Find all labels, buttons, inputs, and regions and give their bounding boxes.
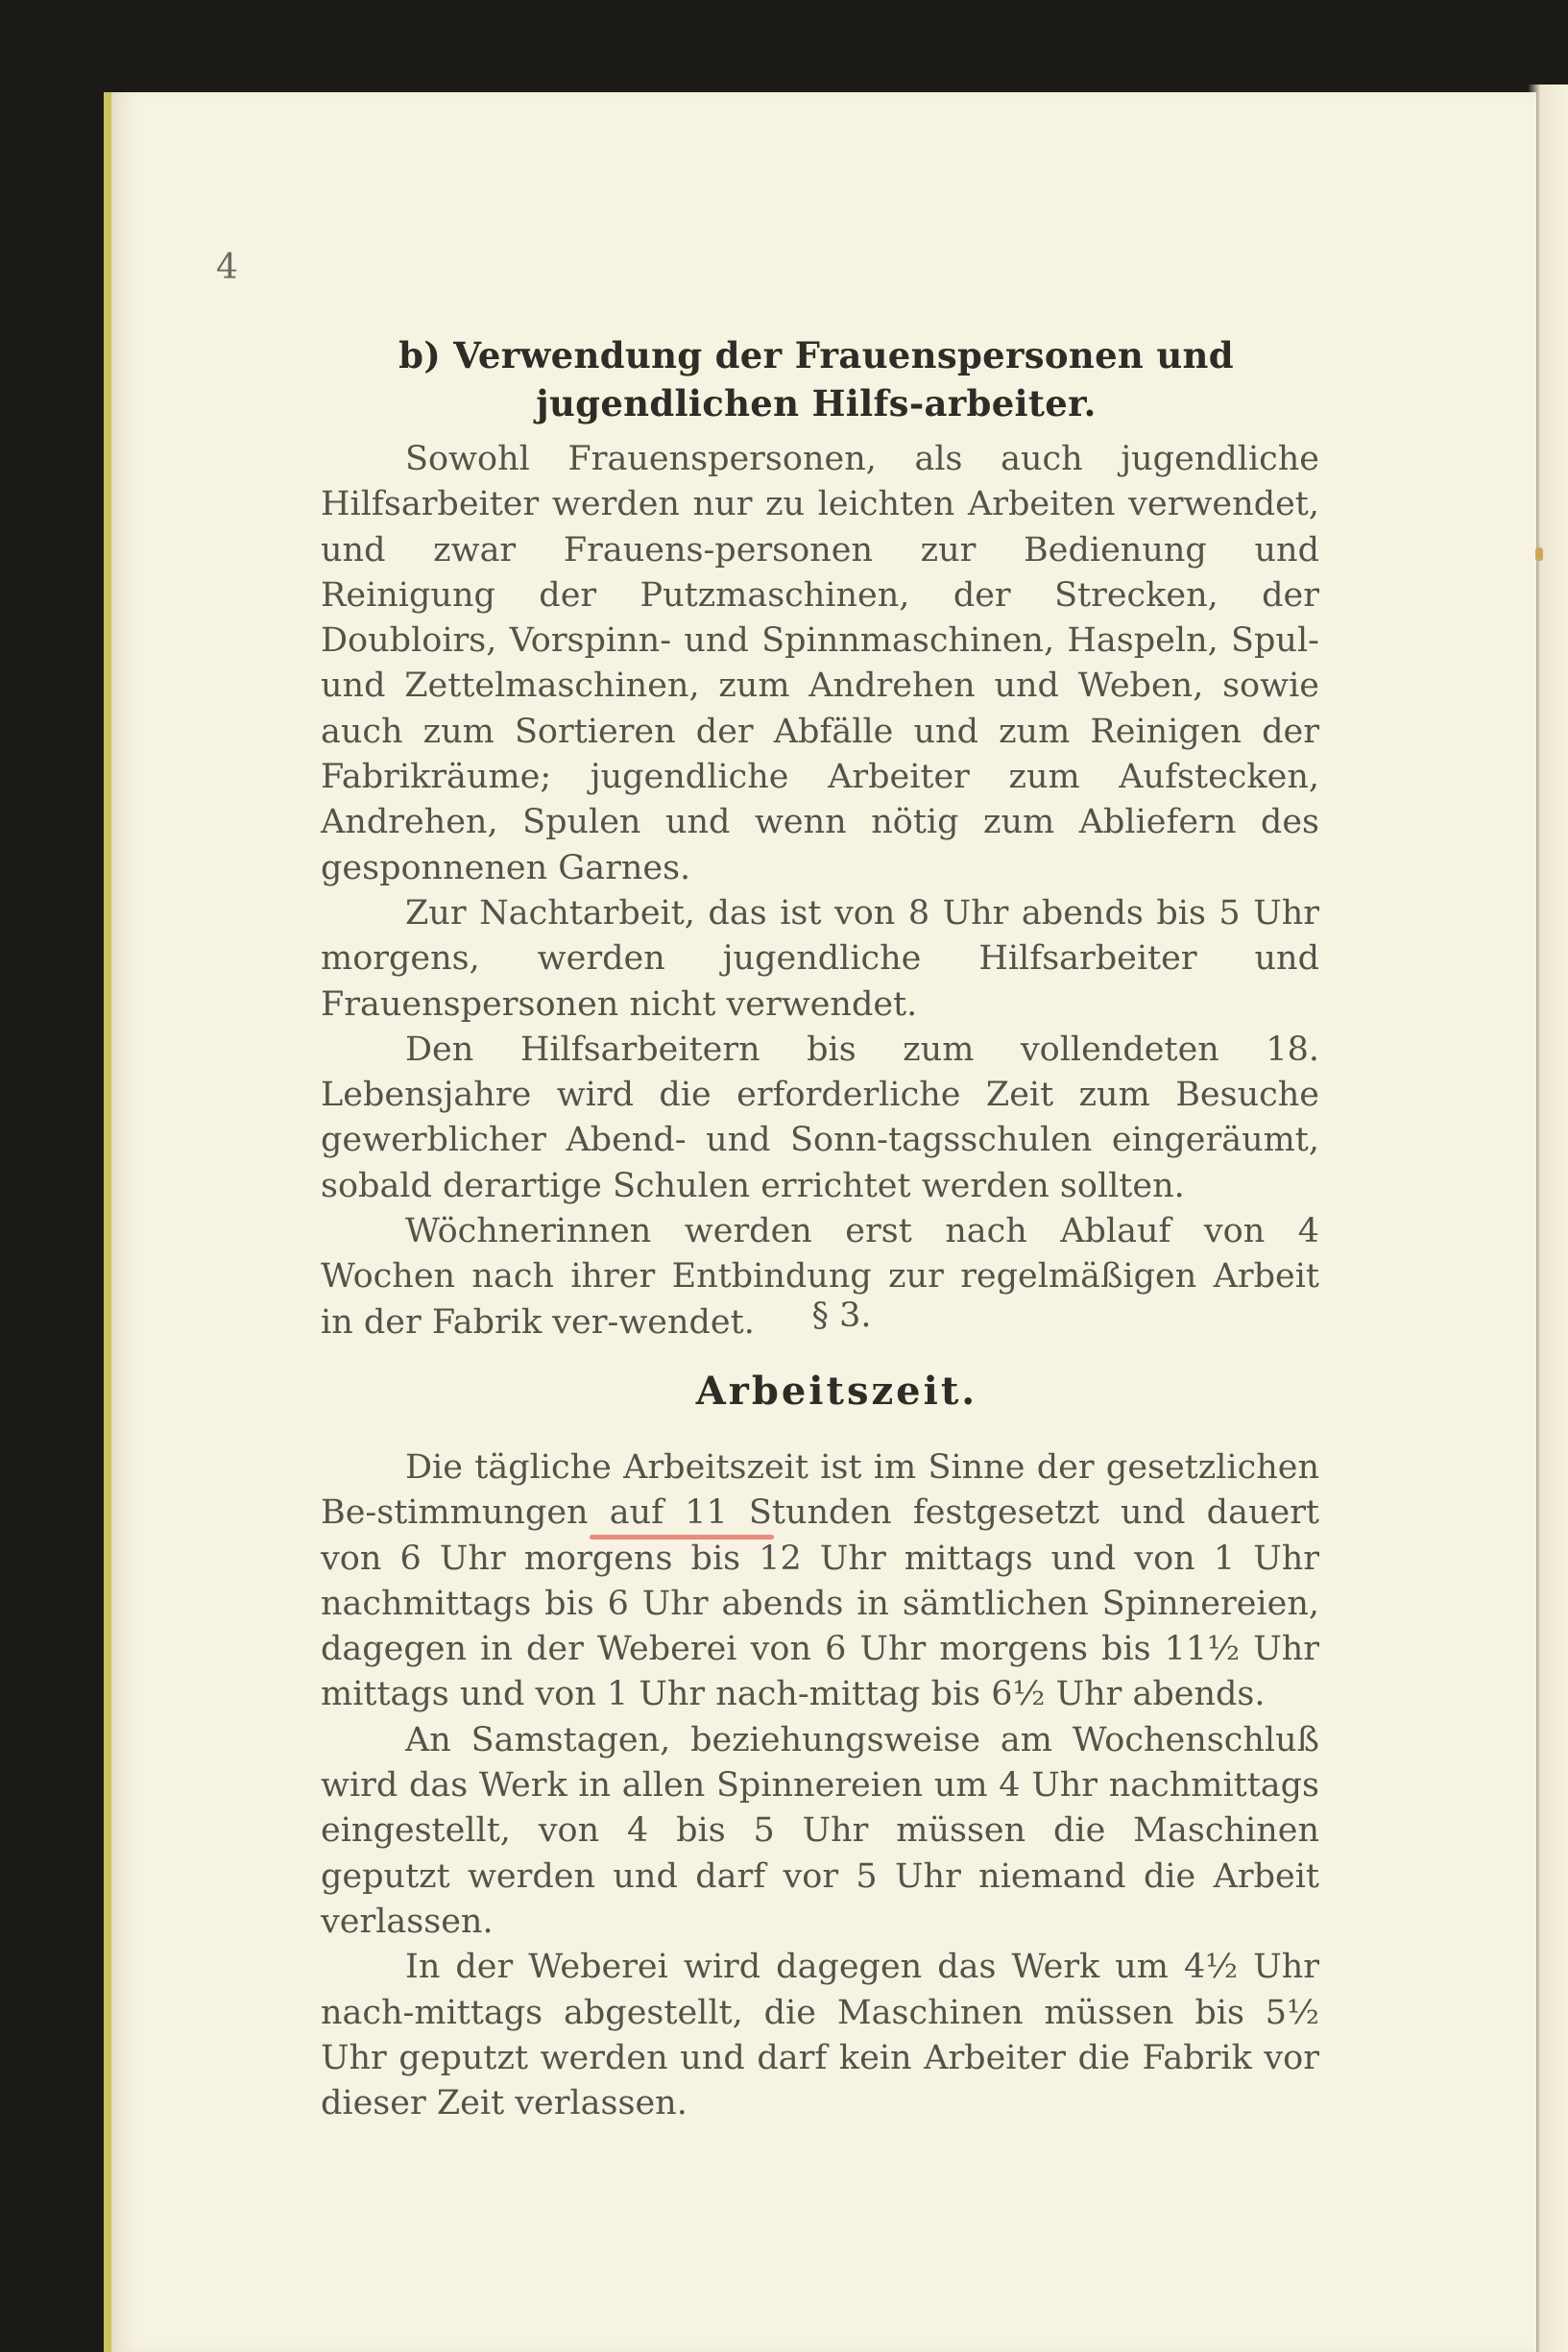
paragraph: Zur Nachtarbeit, das ist von 8 Uhr abends bis 5 Uhr morgens, werden jugendliche Hilfsarbeiter und Frauenspersonen nicht verwendet. [321, 893, 1319, 1024]
paragraph: Sowohl Frauenspersonen, als auch jugendliche Hilfsarbeiter werden nur zu leichten Arbeiten verwendet, und zwar Frauens-personen zur Bedienung und Reinigung der Putzmaschinen, der Strecken, der Doubloirs, Vorspinn- und Spinnmaschinen, Haspeln, Spul- und Zettelmaschinen, zum Andrehen und Weben, sowie auch zum Sortieren der Abfälle und zum Reinigen der Fabrikräume; jugendliche Arbeiter zum Aufstecken, Andrehen, Spulen und wenn nötig zum Abliefern des gesponnenen Garnes. [321, 440, 1319, 887]
page-number: 4 [216, 248, 238, 287]
section-number: § 3. [811, 1297, 872, 1335]
section-title: Arbeitszeit. [695, 1369, 978, 1414]
paragraph: In der Weberei wird dagegen das Werk um 4½ Uhr nach-mittags abgestellt, die Maschinen müssen bis 5½ Uhr geputzt werden und darf kein Arbeiter die Fabrik vor dieser Zeit verlassen. [321, 1948, 1319, 2123]
paragraph: Wöchnerinnen werden erst nach Ablauf von 4 Wochen nach ihrer Entbindung zur regelmäßigen Arbeit in der Fabrik ver-wendet. [321, 1212, 1319, 1342]
paper-speck [1535, 547, 1543, 561]
paragraph: Den Hilfsarbeitern bis zum vollendeten 18. Lebensjahre wird die erforderliche Zeit zum Besuche gewerblicher Abend- und Sonn-tagsschulen eingeräumt, sobald derartige Schulen errichtet werden sollten. [321, 1030, 1319, 1205]
section-b-body [321, 437, 1319, 1346]
paragraph: An Samstagen, beziehungsweise am Wochenschluß wird das Werk in allen Spinnereien um 4 Uhr nachmittags eingestellt, von 4 bis 5 Uhr müssen die Maschinen geputzt werden und darf vor 5 Uhr niemand die Arbeit verlassen. [321, 1720, 1319, 1941]
section-b-heading: b) Verwendung der Frauenspersonen und jugendlichen Hilfs-arbeiter. [398, 334, 1234, 424]
section-3-body [321, 1445, 1319, 2126]
red-pencil-underline [590, 1535, 774, 1540]
paragraph: Die tägliche Arbeitszeit ist im Sinne der gesetzlichen Be-stimmungen auf 11 Stunden festgesetzt und dauert von 6 Uhr morgens bis 12 Uhr mittags und von 1 Uhr nachmittags bis 6 Uhr abends in sämtlichen Spinnereien, dagegen in der Weberei von 6 Uhr morgens bis 11½ Uhr mittags und von 1 Uhr nach-mittag bis 6½ Uhr abends. [321, 1448, 1319, 1714]
